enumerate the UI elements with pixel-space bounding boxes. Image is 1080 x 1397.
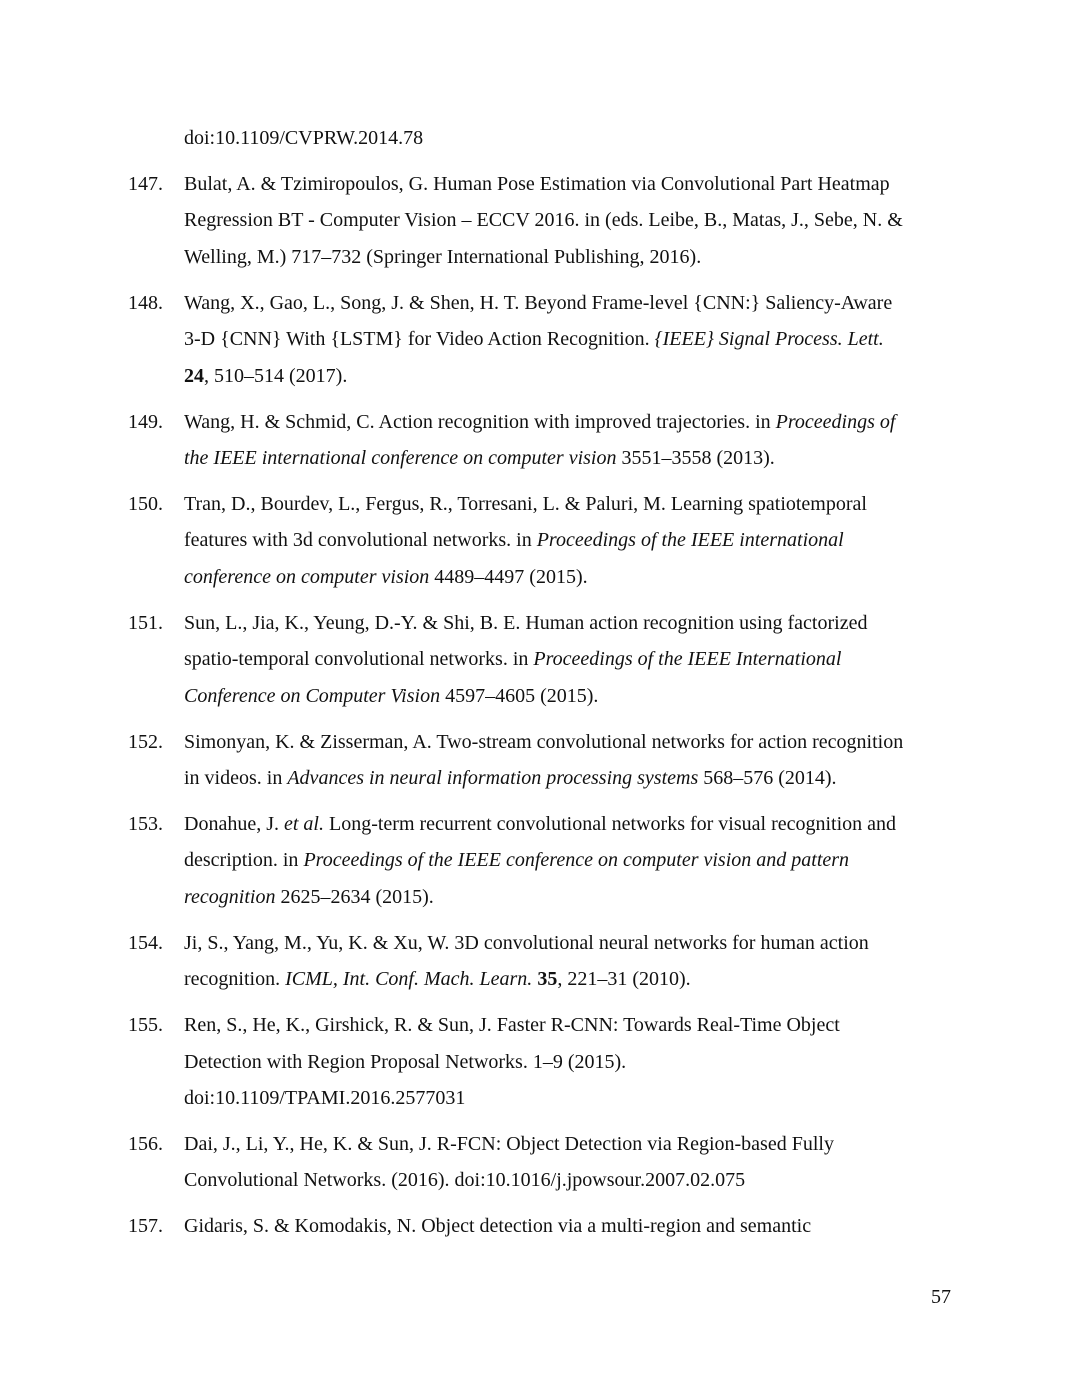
italic-text: conference on computer vision bbox=[184, 565, 430, 588]
reference-line bbox=[184, 1050, 626, 1074]
reference-line bbox=[184, 885, 434, 909]
reference-line bbox=[184, 647, 841, 671]
reference-line bbox=[184, 766, 837, 790]
text-segment: , 510–514 (2017). bbox=[204, 364, 348, 387]
text-segment: Wang, X., Gao, L., Song, J. & Shen, H. T. Beyond Frame-level {CNN:} Saliency-Aware bbox=[184, 291, 893, 314]
reference-line bbox=[184, 1013, 840, 1037]
text-segment: Welling, M.) 717–732 (Springer International Publishing, 2016). bbox=[184, 245, 702, 268]
reference-line bbox=[184, 492, 867, 516]
text-segment: 4597–4605 (2015). bbox=[440, 684, 599, 707]
italic-text: ICML, Int. Conf. Mach. Learn. bbox=[285, 968, 533, 991]
text-segment: Simonyan, K. & Zisserman, A. Two-stream convolutional networks for action recognition bbox=[184, 730, 904, 753]
reference-line bbox=[184, 126, 423, 150]
text-segment: , 221–31 (2010). bbox=[557, 968, 691, 991]
reference-line bbox=[184, 931, 869, 955]
italic-text: Conference on Computer Vision bbox=[184, 684, 441, 707]
text-segment: Long-term recurrent convolutional networks for visual recognition and bbox=[323, 813, 897, 835]
text-segment: doi:10.1109/CVPRW.2014.78 bbox=[184, 127, 424, 149]
text-segment: Detection with Region Proposal Networks. 1–9 (2015). bbox=[184, 1050, 627, 1073]
reference-line bbox=[184, 812, 896, 836]
text-segment: Ji, S., Yang, M., Yu, K. & Xu, W. 3D convolutional neural networks for human action bbox=[184, 931, 869, 954]
text-segment: Donahue, J. bbox=[184, 813, 284, 835]
reference-number: 152. bbox=[128, 730, 163, 753]
text-segment: Bulat, A. & Tzimiropoulos, G. Human Pose Estimation via Convolutional Part Heatmap bbox=[184, 173, 890, 195]
reference-line bbox=[184, 1086, 465, 1110]
italic-text: Proceedings of bbox=[775, 410, 896, 433]
text-segment: Wang, H. & Schmid, C. Action recognition with improved trajectories. in bbox=[184, 410, 776, 433]
reference-line bbox=[184, 327, 884, 351]
bold-text: 24 bbox=[184, 364, 204, 387]
reference-line bbox=[184, 208, 903, 232]
italic-text: the IEEE international conference on computer vision bbox=[184, 447, 617, 469]
reference-number: 151. bbox=[128, 611, 163, 634]
reference-number: 153. bbox=[128, 813, 163, 835]
text-segment: doi:10.1109/TPAMI.2016.2577031 bbox=[184, 1087, 466, 1109]
text-segment: Ren, S., He, K., Girshick, R. & Sun, J. Faster R-CNN: Towards Real-Time Object bbox=[184, 1014, 840, 1037]
text-segment: features with 3d convolutional networks. in bbox=[184, 529, 537, 552]
text-segment: in videos. in bbox=[184, 767, 288, 789]
italic-text: Proceedings of the IEEE International bbox=[533, 648, 842, 671]
reference-number: 155. bbox=[128, 1014, 163, 1037]
reference-line bbox=[184, 291, 892, 315]
reference-line bbox=[184, 565, 588, 589]
text-segment: Regression BT - Computer Vision – ECCV 2016. in (eds. Leibe, B., Matas, J., Sebe, N. & bbox=[184, 209, 903, 232]
reference-line bbox=[184, 364, 347, 388]
text-segment: Gidaris, S. & Komodakis, N. Object detection via a multi-region and semantic bbox=[184, 1215, 812, 1238]
text-segment: 4489–4497 (2015). bbox=[429, 565, 588, 588]
reference-line bbox=[184, 172, 890, 196]
reference-line bbox=[184, 410, 895, 434]
reference-line bbox=[184, 1214, 811, 1238]
reference-line bbox=[184, 1132, 834, 1156]
italic-text: recognition bbox=[184, 885, 276, 908]
reference-line bbox=[184, 611, 867, 635]
text-segment: Sun, L., Jia, K., Yeung, D.-Y. & Shi, B. E. Human action recognition using factorized bbox=[184, 611, 868, 634]
text-segment: 3551–3558 (2013). bbox=[616, 447, 775, 469]
reference-line bbox=[184, 684, 598, 708]
reference-number: 156. bbox=[128, 1133, 163, 1155]
text-segment: 3-D {CNN} With {LSTM} for Video Action Recognition. bbox=[184, 328, 655, 351]
text-segment: 2625–2634 (2015). bbox=[275, 885, 434, 908]
reference-number: 147. bbox=[128, 173, 163, 195]
text-segment: spatio-temporal convolutional networks. in bbox=[184, 648, 534, 671]
reference-line bbox=[184, 528, 844, 552]
italic-text: Advances in neural information processing systems bbox=[287, 767, 699, 789]
italic-text: et al. bbox=[283, 813, 324, 835]
reference-number: 148. bbox=[128, 291, 163, 314]
text-segment: description. in bbox=[184, 849, 304, 872]
text-segment: 568–576 (2014). bbox=[698, 767, 837, 789]
italic-text: Proceedings of the IEEE conference on computer vision and pattern bbox=[303, 849, 850, 872]
reference-number: 154. bbox=[128, 931, 163, 954]
italic-text: {IEEE} Signal Process. Lett. bbox=[654, 328, 884, 351]
bold-text: 35 bbox=[537, 968, 558, 991]
reference-number: 150. bbox=[128, 493, 163, 515]
reference-line bbox=[184, 245, 701, 269]
italic-text: Proceedings of the IEEE international bbox=[536, 529, 844, 552]
text-segment: Tran, D., Bourdev, L., Fergus, R., Torresani, L. & Paluri, M. Learning spatiotemporal bbox=[184, 493, 867, 515]
reference-line bbox=[184, 446, 775, 470]
reference-number: 149. bbox=[128, 410, 163, 433]
reference-number: 157. bbox=[128, 1215, 163, 1238]
reference-line bbox=[184, 848, 849, 872]
reference-line bbox=[184, 1168, 745, 1192]
reference-line bbox=[184, 730, 903, 754]
text-segment: recognition. bbox=[184, 968, 286, 991]
reference-line bbox=[184, 967, 691, 991]
page-number: 57 bbox=[931, 1286, 951, 1308]
text-segment: Dai, J., Li, Y., He, K. & Sun, J. R-FCN: Object Detection via Region-based Fully bbox=[184, 1133, 834, 1155]
text-segment: Convolutional Networks. (2016). doi:10.1016/j.jpowsour.2007.02.075 bbox=[184, 1169, 746, 1192]
